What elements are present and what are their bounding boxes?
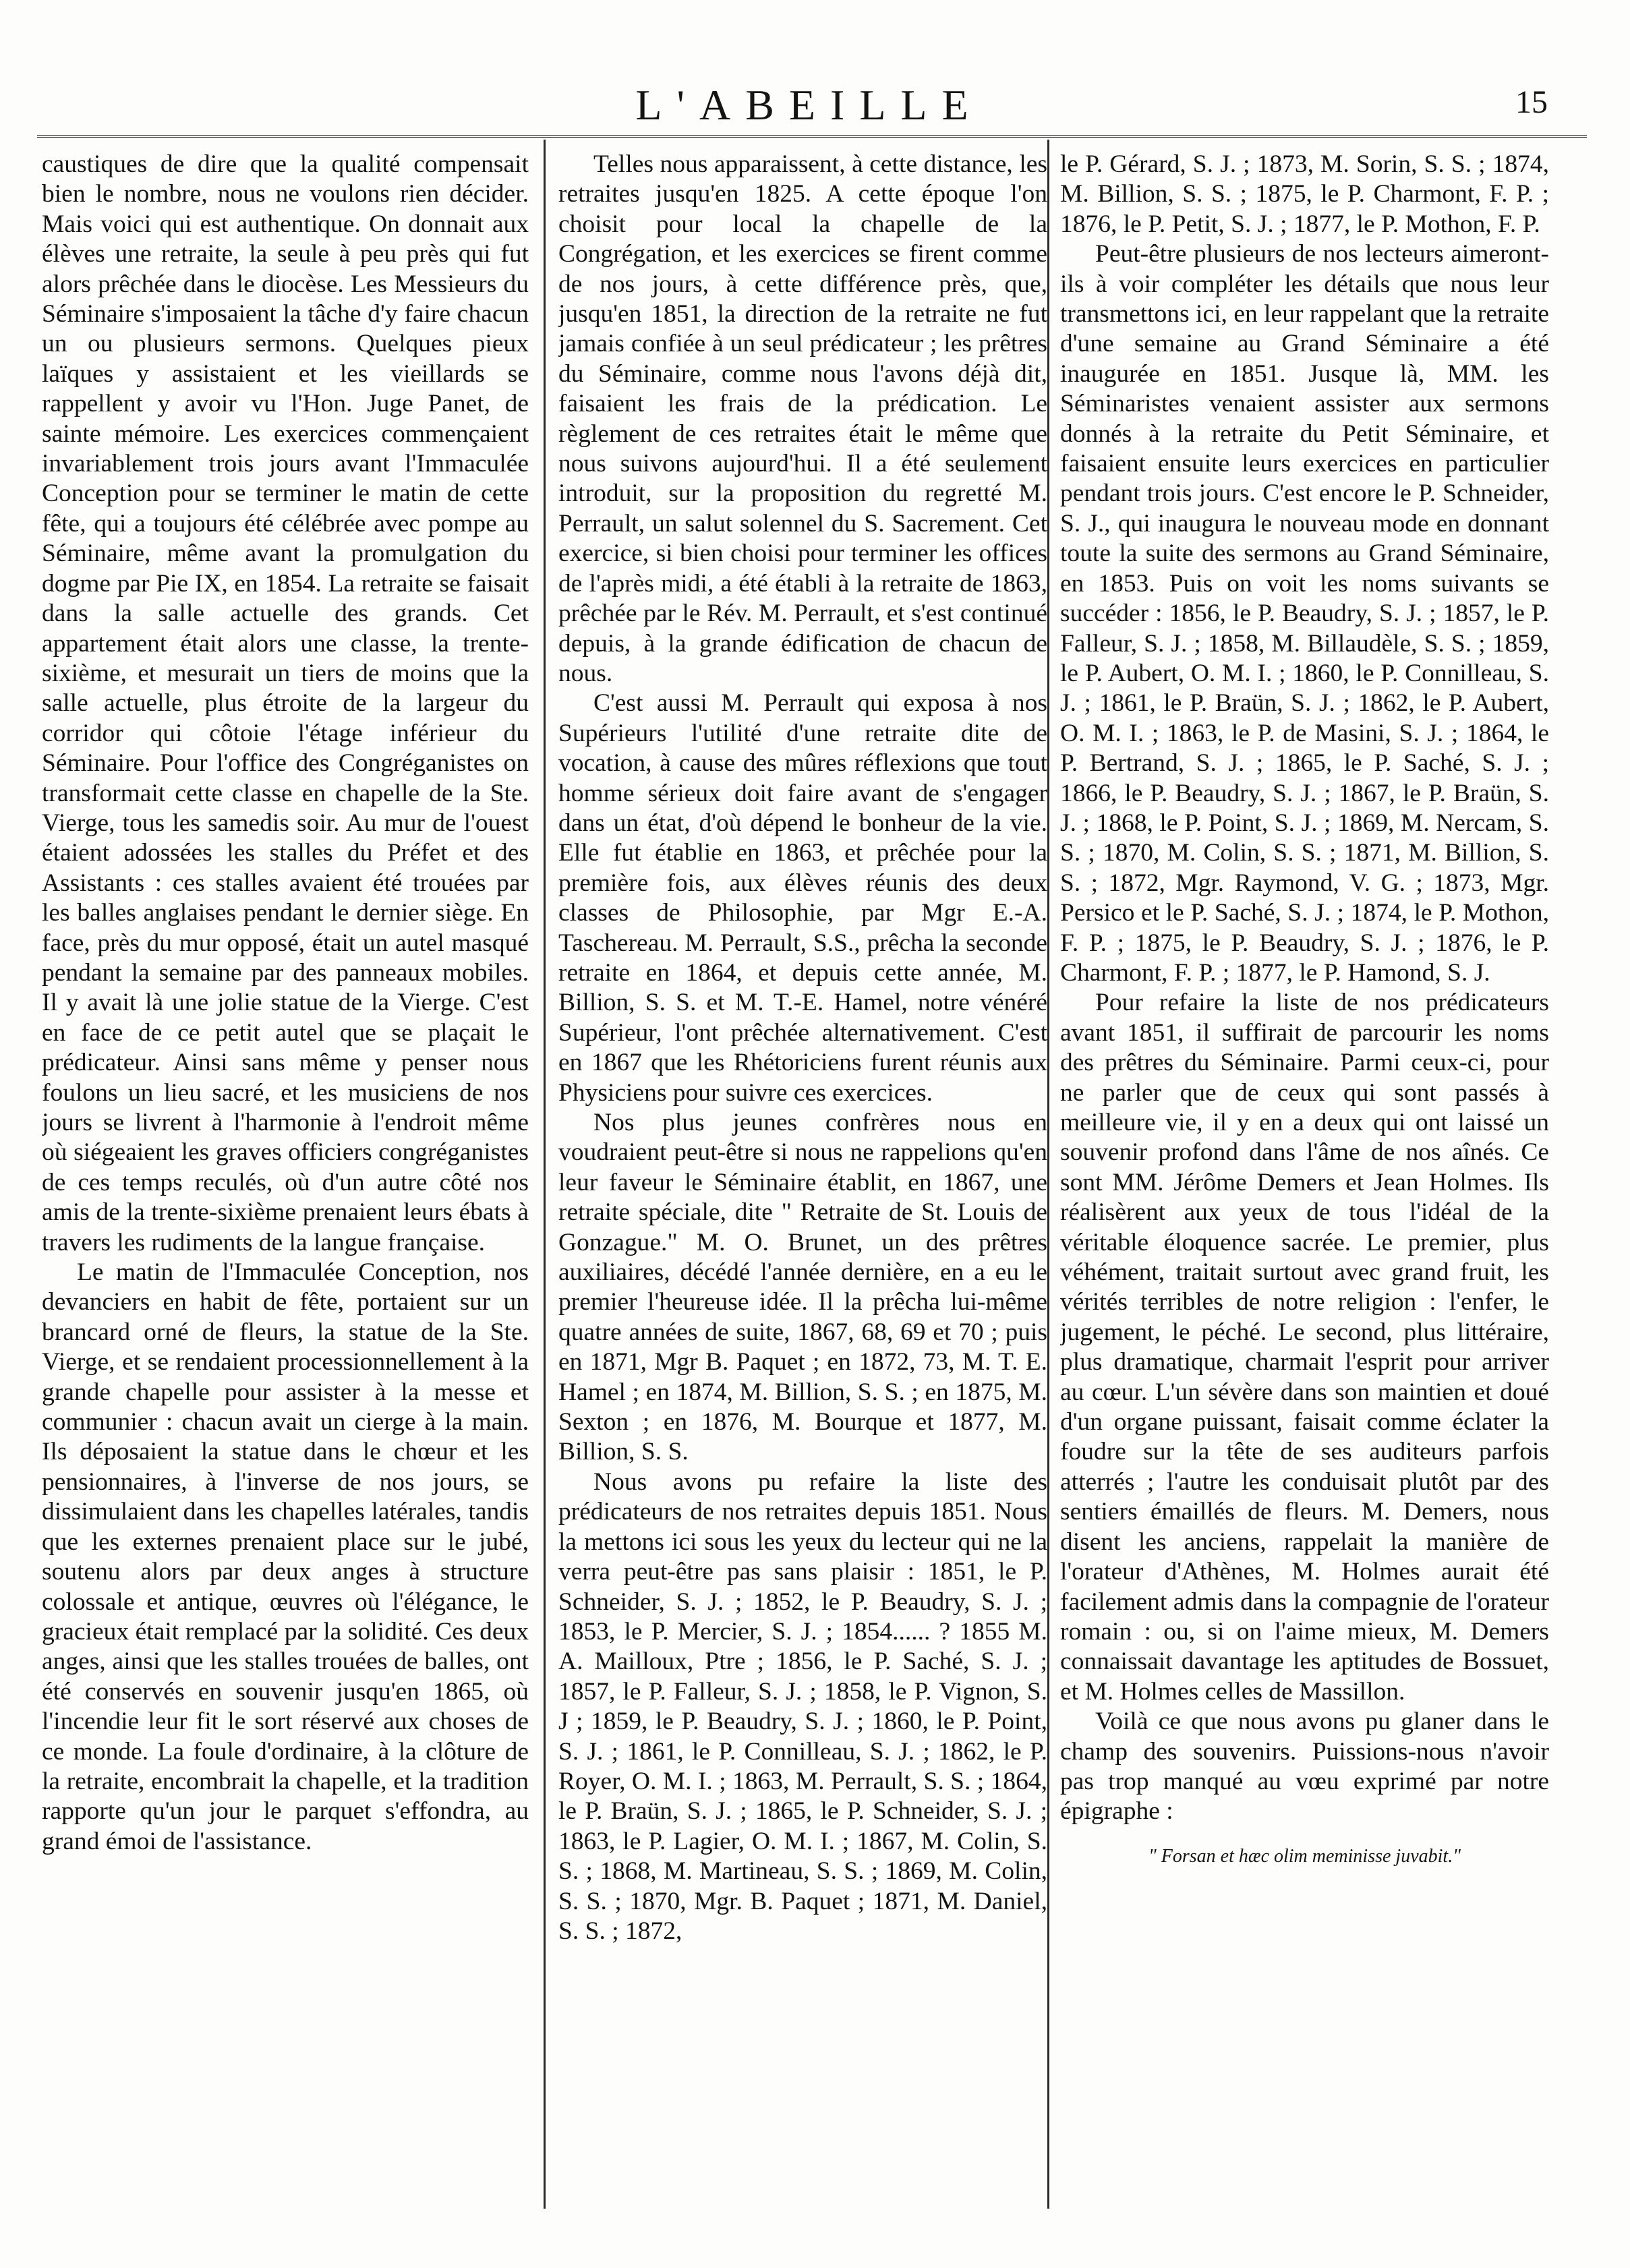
paragraph: Peut-être plusieurs de nos lecteurs aimeront-ils à voir compléter les détails que nous leur transmettons ici, en leur rappelant que la retraite d'une semaine au Grand Séminaire a été inaugurée en 1851. Jusque là, MM. les Séminaristes venaient assister aux sermons donnés à la retraite du Petit Séminaire, et faisaient ensuite leurs exercices en particulier pendant trois jours. C'est encore le P. Schneider, S. J., qui inaugura le nouveau mode en donnant toute la suite des sermons au Grand Séminaire, en 1853. Puis on voit les noms suivants se succéder : 1856, le P. Beaudry, S. J. ; 1857, le P. Falleur, S. J. ; 1858, M. Billaudèle, S. S. ; 1859, le P. Aubert, O. M. I. ; 1860, le P. Connilleau, S. J. ; 1861, le P. Braün, S. J. ; 1862, le P. Aubert, O. M. I. ; 1863, le P. de Masini, S. J. ; 1864, le P. Bertrand, S. J. ; 1865, le P. Saché, S. J. ; 1866, le P. Beaudry, S. J. ; 1867, le P. Braün, S. J. ; 1868, le P. Point, S. J. ; 1869, M. Nercam, S. S. ; 1870, M. Colin, S. S. ; 1871, M. Billion, S. S. ; 1872, Mgr. Raymond, V. G. ; 1873, Mgr. Persico et le P. Saché, S. J. ; 1874, le P. Mothon, F. P. ; 1875, le P. Beaudry, S. J. ; 1876, le P. Charmont, F. P. ; 1877, le P. Hamond, S. J. <box>1060 240 1549 987</box>
paragraph: Nos plus jeunes confrères nous en voudraient peut-être si nous ne rappelions qu'en leur faveur le Séminaire établit, en 1867, une retraite spéciale, dite " Retraite de St. Louis de Gonzague." M. O. Brunet, un des prêtres auxiliaires, décédé l'année dernière, en a eu le premier l'heureuse idée. Il la prêcha lui-même quatre années de suite, 1867, 68, 69 et 70 ; puis en 1871, Mgr B. Paquet ; en 1872, 73, M. T. E. Hamel ; en 1874, M. Billion, S. S. ; en 1875, M. Sexton ; en 1876, M. Bourque et 1877, M. Billion, S. S. <box>558 1109 1047 1466</box>
masthead-title: L'ABEILLE <box>635 81 983 129</box>
epigraph: " Forsan et hæc olim meminisse juvabit." <box>1148 1845 1461 1867</box>
paragraph: Le matin de l'Immaculée Conception, nos devanciers en habit de fête, portaient sur un brancard orné de fleurs, la statue de la Ste. Vierge, et se rendaient processionnellement à la grande chapelle pour assister à la messe et communier : chacun avait un cierge à la main. Ils déposaient la statue dans le chœur et les pensionnaires, à l'inverse de nos jours, se dissimulaient dans les chapelles latérales, tandis que les externes prenaient place sur le jubé, soutenu alors par deux anges à structure colossale et antique, œuvres où l'élégance, le gracieux était remplacé par la solidité. Ces deux anges, ainsi que les stalles trouées de balles, ont été conservés en souvenir jusqu'en 1865, où l'incendie leur fit le sort réservé aux choses de ce monde. La foule d'ordinaire, à la clôture de la retraite, encombrait la chapelle, et la tradition rapporte qu'un jour le parquet s'effondra, au grand émoi de l'assistance. <box>42 1258 529 1855</box>
page-number: 15 <box>1515 84 1548 120</box>
paragraph: Nous avons pu refaire la liste des prédicateurs de nos retraites depuis 1851. Nous la mettons ici sous les yeux du lecteur qui ne la verra peut-être pas sans plaisir : 1851, le P. Schneider, S. J. ; 1852, le P. Beaudry, S. J. ; 1853, le P. Mercier, S. J. ; 1854...... ? 1855 M. A. Mailloux, Ptre ; 1856, le P. Saché, S. J. ; 1857, le P. Falleur, S. J. ; 1858, le P. Vignon, S. J ; 1859, le P. Beaudry, S. J. ; 1860, le P. Point, S. J. ; 1861, le P. Connilleau, S. J. ; 1862, le P. Royer, O. M. I. ; 1863, M. Perrault, S. S. ; 1864, le P. Braün, S. J. ; 1865, le P. Schneider, S. J. ; 1863, le P. Lagier, O. M. I. ; 1867, M. Colin, S. S. ; 1868, M. Martineau, S. S. ; 1869, M. Colin, S. S. ; 1870, Mgr. B. Paquet ; 1871, M. Daniel, S. S. ; 1872, <box>558 1467 1047 1945</box>
column-1 <box>42 150 529 2200</box>
column-3 <box>1060 150 1549 2200</box>
page-header <box>71 73 1548 140</box>
column-2 <box>558 150 1047 2200</box>
paragraph: Telles nous apparaissent, à cette distance, les retraites jusqu'en 1825. A cette époque l'on choisit pour local la chapelle de la Congrégation, et les exercices se firent comme de nos jours, à cette différence près, que, jusqu'en 1851, la direction de la retraite ne fut jamais confiée à un seul prédicateur ; les prêtres du Séminaire, comme nous l'avons déjà dit, faisaient les frais de la prédication. Le règlement de ces retraites était le même que nous suivons aujourd'hui. Il a été seulement introduit, sur la proposition du regretté M. Perrault, un salut solennel du S. Sacrement. Cet exercice, si bien choisi pour terminer les offices de l'après midi, a été établi à la retraite de 1863, prêchée par le Rév. M. Perrault, et s'est continué depuis, à la grande édification de chacun de nous. <box>558 150 1047 687</box>
paragraph: C'est aussi M. Perrault qui exposa à nos Supérieurs l'utilité d'une retraite dite de vocation, à cause des mûres réflexions que tout homme sérieux doit faire avant de s'engager dans un état, d'où dépend le bonheur de la vie. Elle fut établie en 1863, et prêchée pour la première fois, aux élèves réunis des deux classes de Philosophie, par Mgr E.-A. Taschereau. M. Perrault, S.S., prêcha la seconde retraite en 1864, et depuis cette année, M. Billion, S. S. et M. T.-E. Hamel, notre vénéré Supérieur, l'ont prêchée alternativement. C'est en 1867 que les Rhétoriciens furent réunis aux Physiciens pour suivre ces exercices. <box>558 689 1047 1107</box>
column-rule-left <box>544 140 546 2209</box>
paragraph: Voilà ce que nous avons pu glaner dans le champ des souvenirs. Puissions-nous n'avoir pas trop manqué au vœu exprimé par notre épigraphe : <box>1060 1708 1549 1826</box>
paragraph: le P. Gérard, S. J. ; 1873, M. Sorin, S. S. ; 1874, M. Billion, S. S. ; 1875, le P. Charmont, F. P. ; 1876, le P. Petit, S. J. ; 1877, le P. Mothon, F. P. <box>1060 150 1549 238</box>
header-rule <box>37 135 1587 138</box>
paragraph: caustiques de dire que la qualité compensait bien le nombre, nous ne voulons rien décider. Mais voici qui est authentique. On donnait aux élèves une retraite, la seule à peu près qui fut alors prêchée dans le diocèse. Les Messieurs du Séminaire s'imposaient la tâche d'y faire chacun un ou plusieurs sermons. Quelques pieux laïques y assistaient et les vieillards se rappellent y avoir vu l'Hon. Juge Panet, de sainte mémoire. Les exercices commençaient invariablement trois jours avant l'Immaculée Conception pour se terminer le matin de cette fête, qui a toujours été célébrée avec pompe au Séminaire, même avant la promulgation du dogme par Pie IX, en 1854. La retraite se faisait dans la salle actuelle des grands. Cet appartement était alors une classe, la trente-sixième, et mesurait un tiers de moins que la salle actuelle, plus étroite de la largeur du corridor qui côtoie l'étage inférieur du Séminaire. Pour l'office des Congréganistes on transformait cette classe en chapelle de la Ste. Vierge, tous les samedis soir. Au mur de l'ouest étaient adossées les stalles du Préfet et des Assistants : ces stalles avaient été trouées par les balles anglaises pendant le dernier siège. En face, près du mur opposé, était un autel masqué pendant la semaine par des panneaux mobiles. Il y avait là une jolie statue de la Vierge. C'est en face de ce petit autel que se plaçait le prédicateur. Ainsi sans même y penser nous foulons un lieu sacré, et les musiciens de nos jours se livrent à l'harmonie à l'endroit même où siégeaient les graves officiers congréganistes de ces temps reculés, où d'un autre côté nos amis de la trente-sixième prenaient leurs ébats à travers les rudiments de la langue française. <box>42 150 529 1256</box>
paragraph: Pour refaire la liste de nos prédicateurs avant 1851, il suffirait de parcourir les noms des prêtres du Séminaire. Parmi ceux-ci, pour ne parler que de ceux qui sont passés à meilleure vie, il y en a deux qui ont laissé un souvenir profond dans l'âme de nos aînés. Ce sont MM. Jérôme Demers et Jean Holmes. Ils réalisèrent aux yeux de tous l'idéal de la véritable éloquence sacrée. Le premier, plus véhément, traitait surtout avec grand fruit, les vérités terribles de notre religion : l'enfer, le jugement, le péché. Le second, plus littéraire, plus dramatique, charmait l'esprit pour arriver au cœur. L'un sévère dans son maintien et doué d'un organe puissant, faisait comme éclater la foudre sur la tête de ses auditeurs parfois atterrés ; l'autre les conduisait plutôt par des sentiers émaillés de fleurs. M. Demers, nous disent les anciens, rappelait la manière de l'orateur d'Athènes, M. Holmes aurait été facilement admis dans la compagnie de l'orateur romain : ou, si on l'aime mieux, M. Demers connaissait davantage les aptitudes de Bossuet, et M. Holmes celles de Massillon. <box>1060 989 1549 1706</box>
column-rule-right <box>1047 140 1049 2209</box>
